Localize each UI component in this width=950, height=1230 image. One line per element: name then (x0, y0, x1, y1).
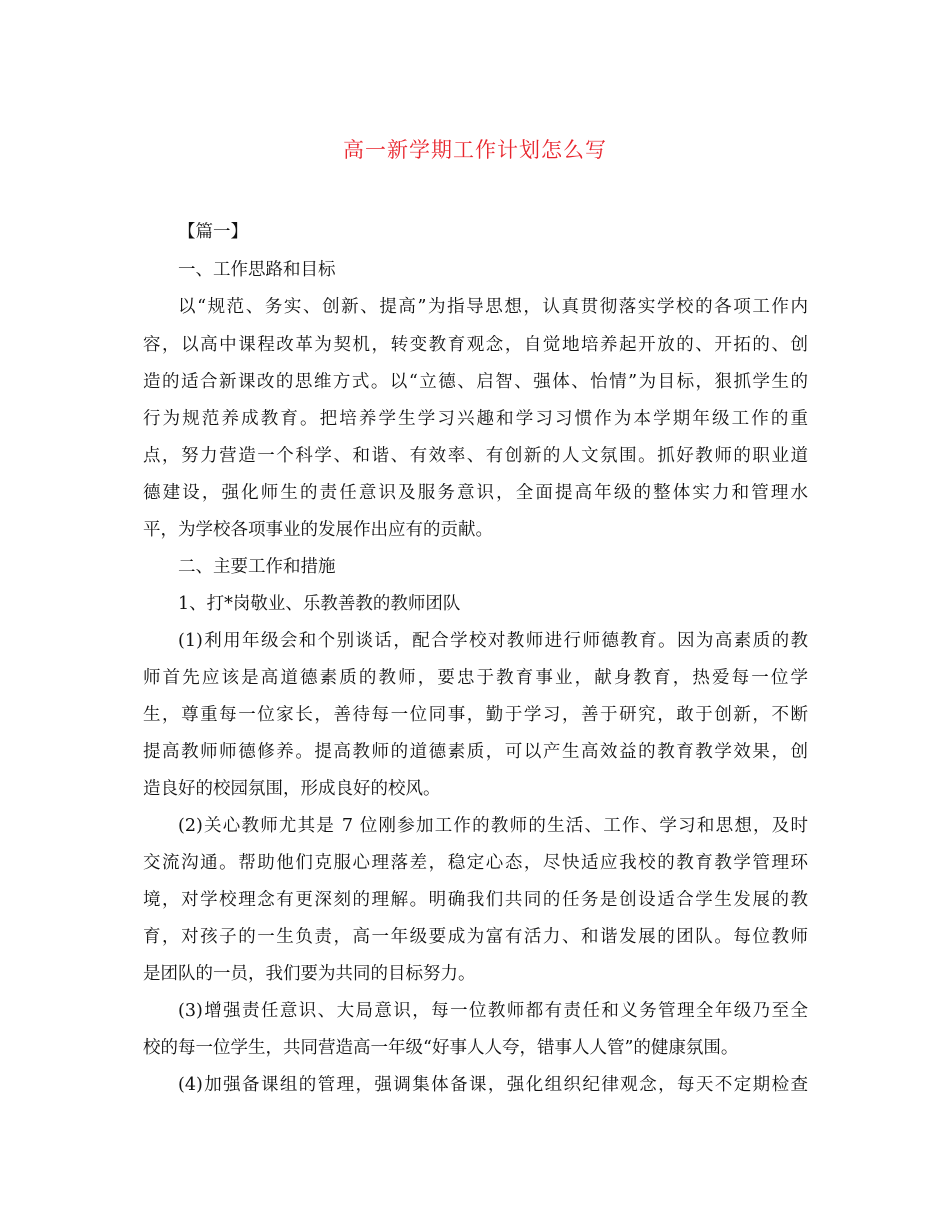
p3-line: 育，对孩子的一生负责，高一年级要成为富有活力、和谐发展的团队。每位教师 (143, 927, 808, 947)
document-title: 高一新学期工作计划怎么写 (343, 138, 607, 162)
p4-line: (3)增强责任意识、大局意识，每一位教师都有责任和义务管理全年级乃至全 (178, 1001, 808, 1021)
p2-line: (1)利用年级会和个别谈话，配合学校对教师进行师德教育。因为高素质的教 (178, 631, 808, 651)
p1-line: 平，为学校各项事业的发展作出应有的贡献。 (143, 520, 493, 540)
p1-line: 德建设，强化师生的责任意识及服务意识，全面提高年级的整体实力和管理水 (143, 483, 808, 503)
section-label: 【篇一】 (178, 222, 248, 242)
subheading-1: 1、打*岗敬业、乐教善教的教师团队 (178, 594, 461, 614)
p1-line: 点，努力营造一个科学、和谐、有效率、有创新的人文氛围。抓好教师的职业道 (143, 446, 808, 466)
p5-line: (4)加强备课组的管理，强调集体备课，强化组织纪律观念，每天不定期检查 (178, 1075, 808, 1095)
p3-line: (2)关心教师尤其是 7 位刚参加工作的教师的生活、工作、学习和思想，及时 (178, 816, 808, 836)
p2-line: 师首先应该是高道德素质的教师，要忠于教育事业，献身教育，热爱每一位学 (143, 668, 808, 688)
p3-line: 交流沟通。帮助他们克服心理落差，稳定心态，尽快适应我校的教育教学管理环 (143, 853, 808, 873)
p3-line: 境，对学校理念有更深刻的理解。明确我们共同的任务是创设适合学生发展的教 (143, 890, 808, 910)
p2-line: 生，尊重每一位家长，善待每一位同事，勤于学习，善于研究，敢于创新，不断 (143, 705, 808, 725)
p3-line: 是团队的一员，我们要为共同的目标努力。 (143, 964, 476, 984)
heading-2: 二、主要工作和措施 (178, 557, 336, 577)
heading-1: 一、工作思路和目标 (178, 260, 336, 280)
p2-line: 提高教师师德修养。提高教师的道德素质，可以产生高效益的教育教学效果，创 (143, 742, 808, 762)
p1-line: 容，以高中课程改革为契机，转变教育观念，自觉地培养起开放的、开拓的、创 (143, 335, 808, 355)
p2-line: 造良好的校园氛围，形成良好的校风。 (143, 779, 441, 799)
p4-line: 校的每一位学生，共同营造高一年级“好事人人夸，错事人人管”的健康氛围。 (143, 1038, 739, 1058)
p1-line: 行为规范养成教育。把培养学生学习兴趣和学习习惯作为本学期年级工作的重 (143, 409, 808, 429)
p1-line: 以“规范、务实、创新、提高”为指导思想，认真贯彻落实学校的各项工作内 (178, 297, 808, 317)
p1-line: 造的适合新课改的思维方式。以“立德、启智、强体、怡情”为目标，狠抓学生的 (143, 372, 808, 392)
